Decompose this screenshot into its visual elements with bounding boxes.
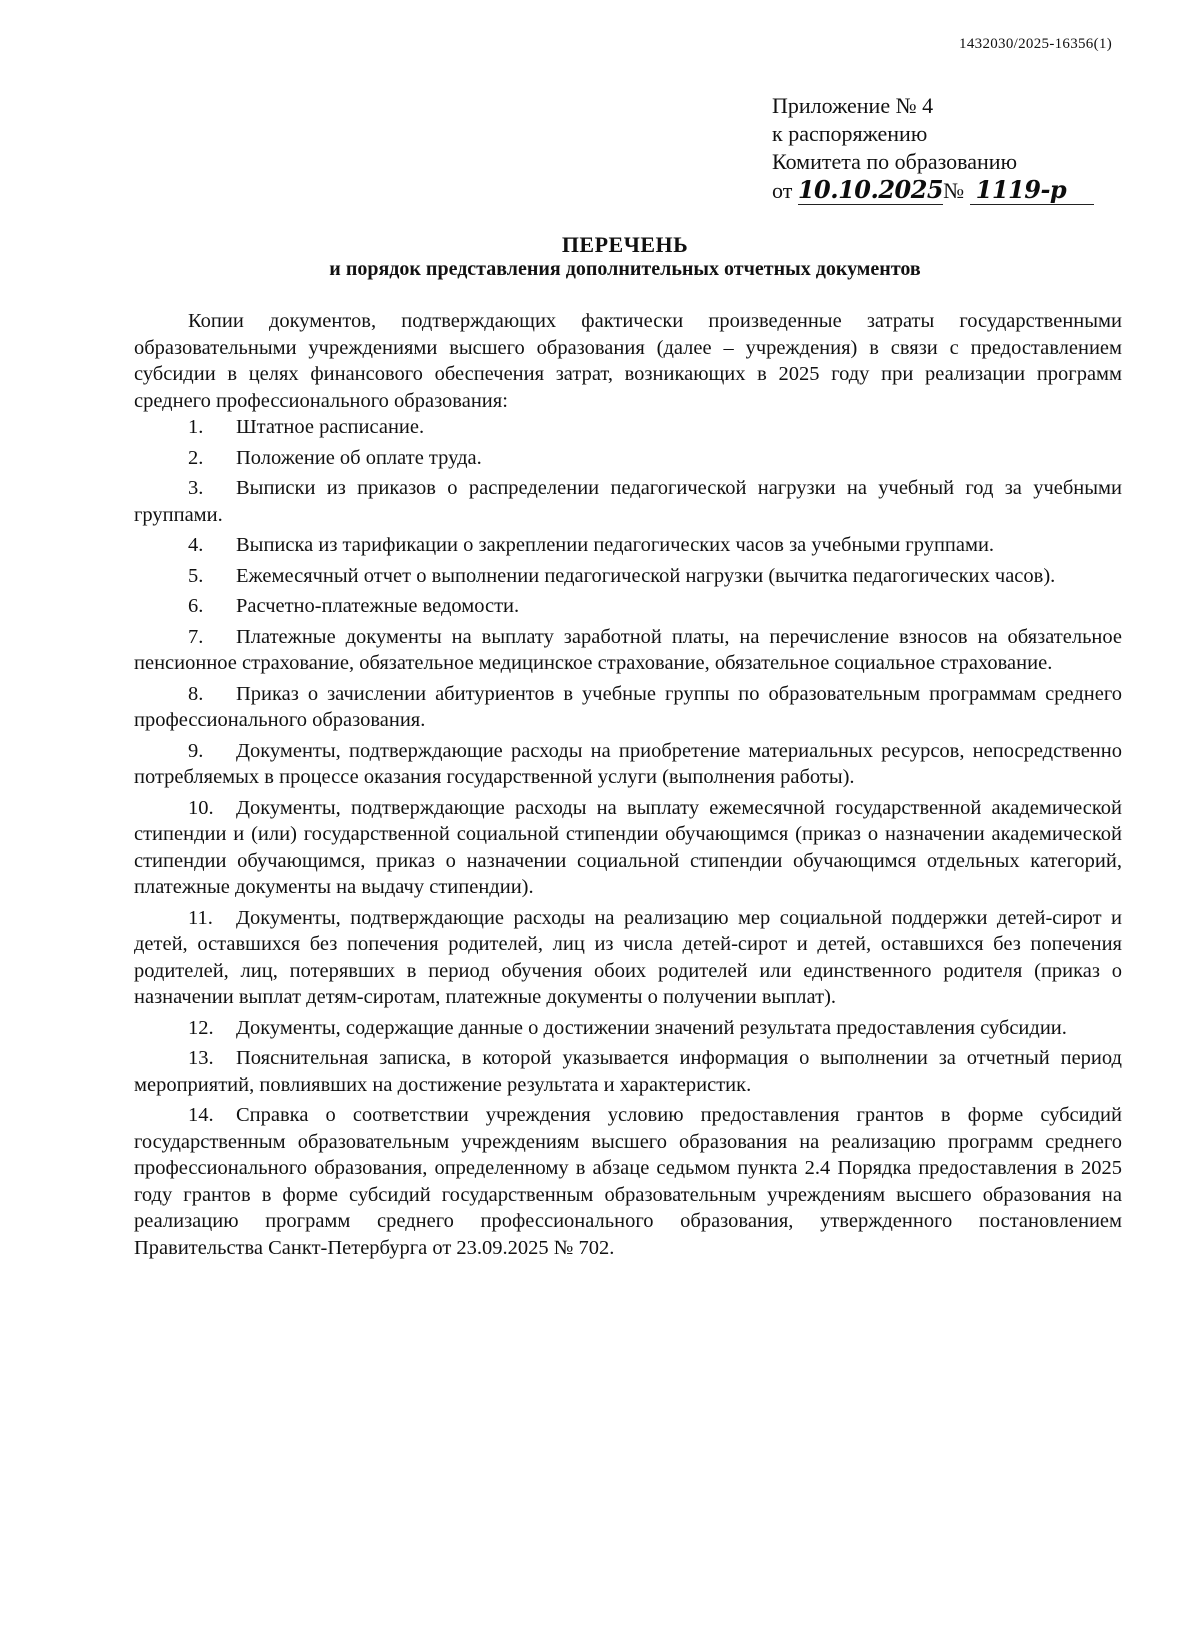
date-prefix: от — [772, 178, 793, 203]
handwritten-date: 10.10.2025 — [797, 175, 944, 204]
item-number: 2. — [188, 446, 204, 469]
item-text: Документы, подтверждающие расходы на реализацию мер социальной поддержки детей-сирот и детей, оставшихся без попечения родителей, лиц из числа детей-сирот и детей, оставшихся без попечения родителей, лиц, потерявших в период обучения обоих родителей или единственного родителя (приказ о назначении выплат детям-сиротам, платежные документы о получении выплат). — [134, 906, 1122, 1008]
list-item — [134, 1045, 1122, 1098]
document-subtitle: и порядок представления дополнительных отчетных документов — [329, 258, 921, 280]
appendix-line-3: Комитета по образованию — [772, 149, 1018, 174]
item-text: Документы, подтверждающие расходы на приобретение материальных ресурсов, непосредственно потребляемых в процессе оказания государственной услуги (выполнения работы). — [134, 739, 1122, 788]
item-text: Ежемесячный отчет о выполнении педагогической нагрузки (вычитка педагогических часов). — [236, 564, 1056, 587]
appendix-block — [772, 92, 1132, 205]
item-number: 13. — [188, 1047, 214, 1069]
list-item — [134, 414, 1122, 441]
item-text: Положение об оплате труда. — [236, 446, 482, 469]
item-number: 3. — [188, 477, 204, 499]
list-item — [134, 563, 1122, 590]
item-number: 1. — [188, 416, 204, 438]
items-list — [134, 414, 1122, 1261]
appendix-line-2: к распоряжению — [772, 121, 928, 146]
list-item — [134, 905, 1122, 1011]
list-item — [134, 1102, 1122, 1261]
document-title: ПЕРЕЧЕНЬ — [561, 232, 689, 257]
item-number: 10. — [188, 796, 214, 819]
list-item — [134, 445, 1122, 472]
registration-number: 1432030/2025-16356(1) — [959, 36, 1112, 52]
item-number: 6. — [188, 595, 204, 617]
item-text: Выписки из приказов о распределении педагогической нагрузки на учебный год за учебными группами. — [134, 477, 1122, 526]
list-item — [134, 681, 1122, 734]
handwritten-number: 1119-р — [970, 176, 1094, 205]
item-number: 4. — [188, 534, 204, 556]
list-item — [134, 738, 1122, 791]
appendix-line-1: Приложение № 4 — [772, 93, 934, 118]
list-item — [134, 532, 1122, 559]
item-text: Справка о соответствии учреждения условию предоставления грантов в форме субсидий государственным образовательным учреждениям высшего образования на реализацию программ среднего профессионального образования, определенному в абзаце седьмом пункта 2.4 Порядка предоставления в 2025 году грантов в форме субсидий государственным образовательным учреждениям высшего образования на реализацию программ среднего профессионального образования, утвержденного постановлением Правительства Санкт-Петербурга от 23.09.2025 № 702. — [134, 1104, 1122, 1259]
item-text: Расчетно-платежные ведомости. — [236, 595, 520, 617]
item-text: Приказ о зачислении абитуриентов в учебные группы по образовательным программам среднего профессионального образования. — [134, 682, 1122, 731]
item-text: Штатное расписание. — [236, 416, 425, 438]
intro-paragraph: Копии документов, подтверждающих фактически произведенные затраты государственными образовательными учреждениями высшего образования (далее – учреждения) в связи с предоставлением субсидии в целях финансового обеспечения затрат, возникающих в 2025 году при реализации программ среднего профессионального образования: — [134, 310, 1122, 412]
document-body — [134, 308, 1122, 1261]
list-item — [134, 795, 1122, 901]
item-number: 5. — [188, 564, 204, 587]
item-number: 14. — [188, 1104, 214, 1126]
item-number: 12. — [188, 1016, 214, 1039]
item-number: 7. — [188, 625, 204, 648]
item-text: Платежные документы на выплату заработной платы, на перечисление взносов на обязательное пенсионное страхование, обязательное медицинское страхование, обязательное социальное страхование. — [134, 625, 1122, 674]
item-text: Документы, подтверждающие расходы на выплату ежемесячной государственной академической стипендии и (или) государственной социальной стипендии обучающимся (приказ о назначении академической стипендии обучающимся, приказ о назначении социальной стипендии обучающимся отдельных категорий, платежные документы на выдачу стипендии). — [134, 796, 1122, 898]
list-item — [134, 593, 1122, 620]
list-item — [134, 624, 1122, 677]
list-item — [134, 475, 1122, 528]
appendix-date-line — [772, 176, 1132, 205]
item-number: 8. — [188, 682, 204, 705]
item-number: 11. — [188, 906, 213, 929]
item-text: Пояснительная записка, в которой указывается информация о выполнении за отчетный период мероприятий, повлиявших на достижение результата и характеристик. — [134, 1047, 1122, 1096]
list-item — [134, 1015, 1122, 1042]
item-text: Документы, содержащие данные о достижении значений результата предоставления субсидии. — [236, 1016, 1067, 1039]
item-number: 9. — [188, 739, 204, 762]
item-text: Выписка из тарификации о закреплении педагогических часов за учебными группами. — [236, 534, 995, 556]
number-prefix: № — [943, 178, 965, 203]
